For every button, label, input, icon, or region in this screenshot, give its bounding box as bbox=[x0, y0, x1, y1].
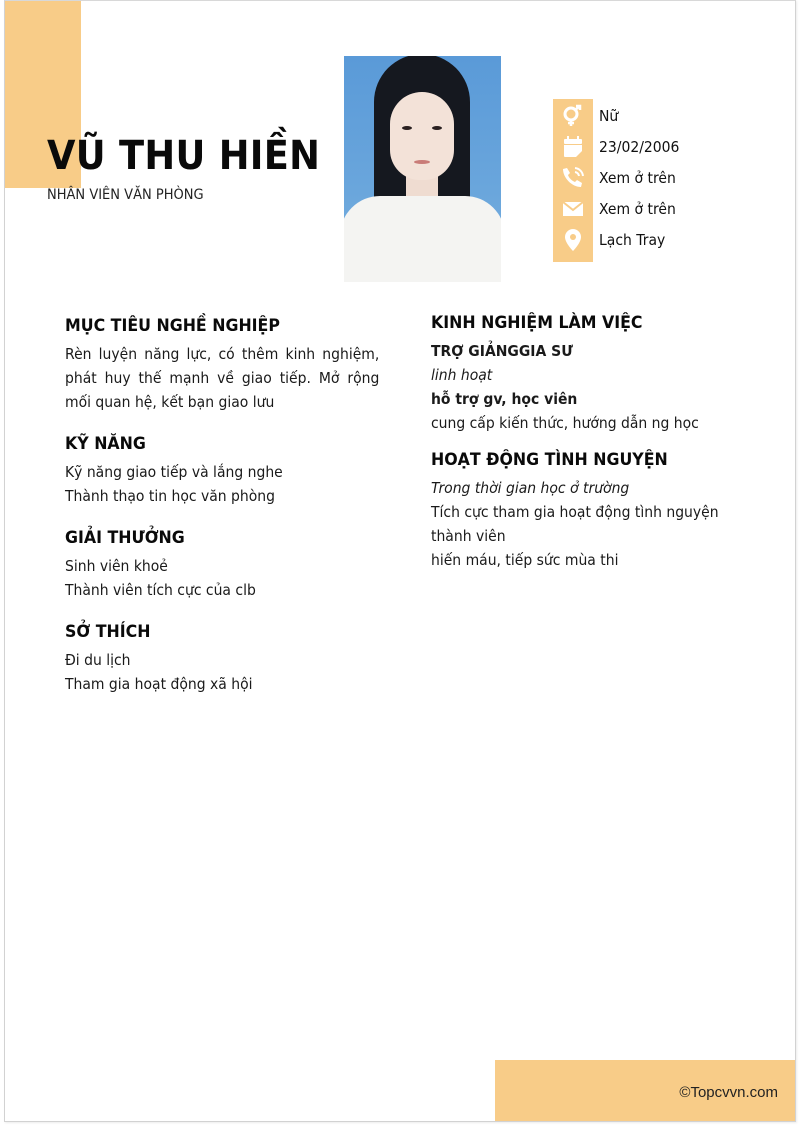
email-value: Xem ở trên bbox=[599, 199, 676, 218]
footer-copyright: ©Topcvvn.com bbox=[679, 1084, 778, 1101]
hobby-item: Đi du lịch bbox=[65, 651, 131, 669]
volunteer-line: thành viên bbox=[431, 527, 506, 545]
contact-row-birthday bbox=[553, 131, 685, 162]
experience-description: cung cấp kiến thức, hướng dẫn ng học bbox=[431, 414, 699, 432]
profile-photo bbox=[344, 56, 501, 282]
contact-row-email bbox=[553, 193, 682, 224]
experience-company: TRỢ GIẢNGGIA SƯ bbox=[431, 342, 573, 360]
skill-item: Kỹ năng giao tiếp và lắng nghe bbox=[65, 463, 283, 481]
gender-value: Nữ bbox=[599, 106, 619, 125]
section-work-experience bbox=[431, 313, 719, 435]
phone-icon bbox=[553, 162, 593, 193]
phone-value: Xem ở trên bbox=[599, 168, 676, 187]
award-item: Sinh viên khoẻ bbox=[65, 557, 168, 575]
volunteer-line: Tích cực tham gia hoạt động tình nguyện bbox=[431, 503, 719, 521]
email-icon bbox=[553, 193, 593, 224]
section-title: KINH NGHIỆM LÀM VIỆC bbox=[431, 313, 643, 333]
address-value: Lạch Tray bbox=[599, 230, 666, 249]
contact-row-address bbox=[553, 224, 670, 255]
section-skills bbox=[65, 434, 299, 508]
section-hobbies bbox=[65, 622, 267, 696]
gender-icon bbox=[553, 100, 593, 131]
volunteer-period: Trong thời gian học ở trường bbox=[431, 479, 630, 497]
candidate-name: VŨ THU HIỀN bbox=[47, 133, 321, 179]
contact-row-phone bbox=[553, 162, 682, 193]
calendar-icon bbox=[553, 131, 593, 162]
award-item: Thành viên tích cực của clb bbox=[65, 581, 256, 599]
section-volunteer bbox=[431, 450, 740, 572]
hobby-item: Tham gia hoạt động xã hội bbox=[65, 675, 253, 693]
volunteer-line: hiến máu, tiếp sức mùa thi bbox=[431, 551, 619, 569]
objective-text: Rèn luyện năng lực, có thêm kinh nghiệm, phát huy thế mạnh về giao tiếp. Mở rộng mối quan hệ, kết bạn giao lưu bbox=[65, 345, 380, 411]
experience-period: linh hoạt bbox=[431, 366, 493, 384]
skill-item: Thành thạo tin học văn phòng bbox=[65, 487, 275, 505]
section-title: KỸ NĂNG bbox=[65, 434, 146, 454]
section-awards bbox=[65, 528, 270, 602]
job-title: NHÂN VIÊN VĂN PHÒNG bbox=[47, 187, 204, 203]
contact-row-gender bbox=[553, 100, 620, 131]
section-title: GIẢI THƯỞNG bbox=[65, 528, 185, 548]
birthday-value: 23/02/2006 bbox=[599, 137, 680, 156]
location-icon bbox=[553, 224, 593, 255]
section-title: HOẠT ĐỘNG TÌNH NGUYỆN bbox=[431, 450, 668, 470]
experience-position: hỗ trợ gv, học viên bbox=[431, 390, 578, 408]
section-title: MỤC TIÊU NGHỀ NGHIỆP bbox=[65, 316, 280, 336]
section-title: SỞ THÍCH bbox=[65, 622, 151, 642]
section-career-objective bbox=[65, 316, 403, 414]
